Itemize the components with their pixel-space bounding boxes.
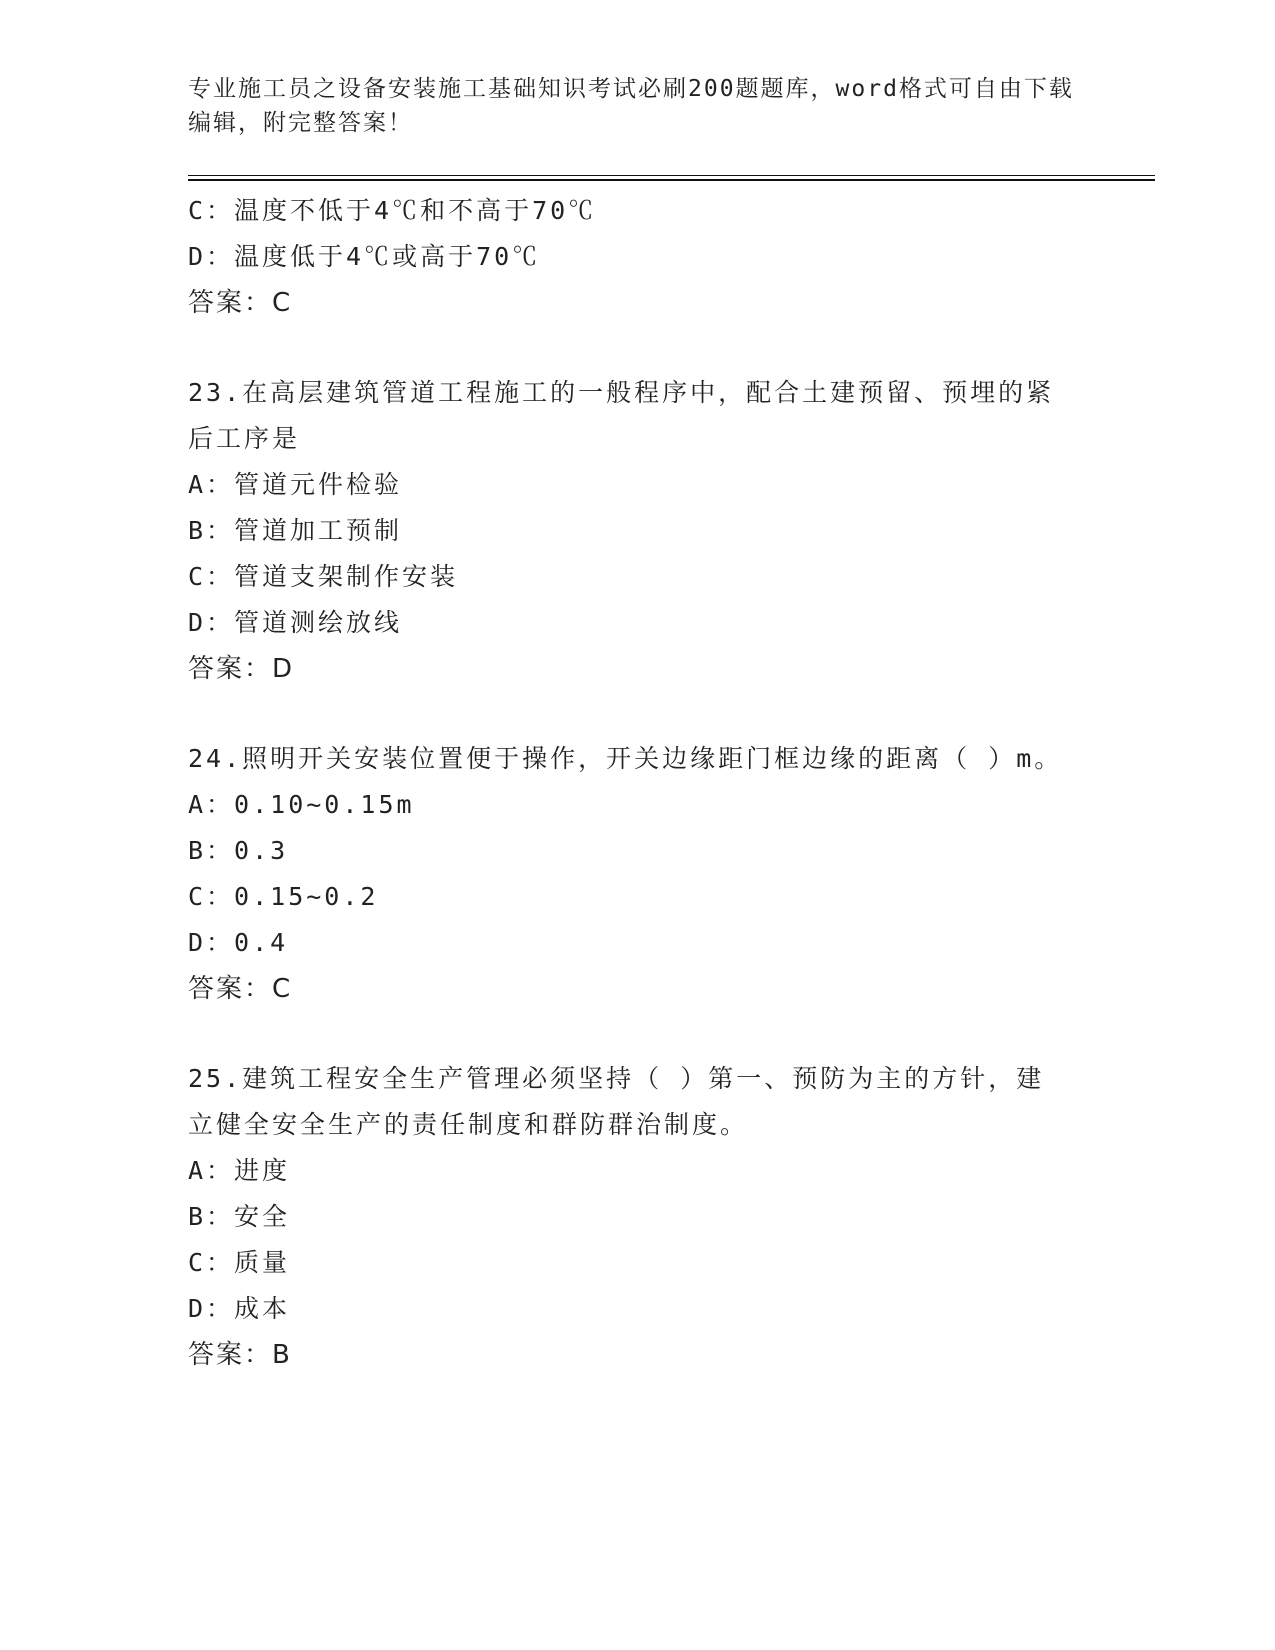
question-text-line-1: 24.照明开关安装位置便于操作，开关边缘距门框边缘的距离（ ）m。 bbox=[188, 744, 1063, 773]
option-b: B：安全 bbox=[188, 1202, 291, 1231]
option-c: C：0.15~0.2 bbox=[188, 882, 379, 911]
document-body bbox=[188, 188, 1088, 1378]
header-title-line-2: 编辑，附完整答案！ bbox=[188, 110, 413, 136]
option-d: D：管道测绘放线 bbox=[188, 608, 403, 637]
answer-line: 答案：C bbox=[188, 974, 293, 1004]
option-c: C：质量 bbox=[188, 1248, 291, 1277]
question-23 bbox=[188, 370, 1088, 692]
option-a: A：0.10~0.15m bbox=[188, 790, 415, 819]
answer-line: 答案：C bbox=[188, 288, 293, 318]
answer-line: 答案：D bbox=[188, 654, 295, 684]
spacer bbox=[188, 692, 1088, 736]
question-text-line-2: 后工序是 bbox=[188, 424, 301, 453]
option-b: B：管道加工预制 bbox=[188, 516, 403, 545]
question-text-line-1: 23.在高层建筑管道工程施工的一般程序中，配合土建预留、预埋的紧 bbox=[188, 378, 1055, 407]
option-d: D：成本 bbox=[188, 1294, 291, 1323]
header-title-line-1: 专业施工员之设备安装施工基础知识考试必刷200题题库，word格式可自由下载 bbox=[188, 76, 1074, 102]
option-c: C：温度不低于4℃和不高于70℃ bbox=[188, 196, 597, 225]
option-c: C：管道支架制作安装 bbox=[188, 562, 459, 591]
option-d: D：温度低于4℃或高于70℃ bbox=[188, 242, 541, 271]
question-text-line-2: 立健全安全生产的责任制度和群防群治制度。 bbox=[188, 1110, 749, 1139]
header-divider-thick bbox=[188, 179, 1155, 181]
question-25 bbox=[188, 1056, 1088, 1378]
option-d: D：0.4 bbox=[188, 928, 289, 957]
option-a: A：管道元件检验 bbox=[188, 470, 403, 499]
question-24 bbox=[188, 736, 1088, 1012]
option-a: A：进度 bbox=[188, 1156, 291, 1185]
spacer bbox=[188, 1012, 1088, 1056]
question-22-tail bbox=[188, 188, 1088, 326]
header-divider-thin bbox=[188, 175, 1155, 176]
question-text-line-1: 25.建筑工程安全生产管理必须坚持（ ）第一、预防为主的方针，建 bbox=[188, 1064, 1045, 1093]
document-header bbox=[188, 72, 1088, 140]
option-b: B：0.3 bbox=[188, 836, 289, 865]
spacer bbox=[188, 326, 1088, 370]
answer-line: 答案：B bbox=[188, 1340, 292, 1370]
